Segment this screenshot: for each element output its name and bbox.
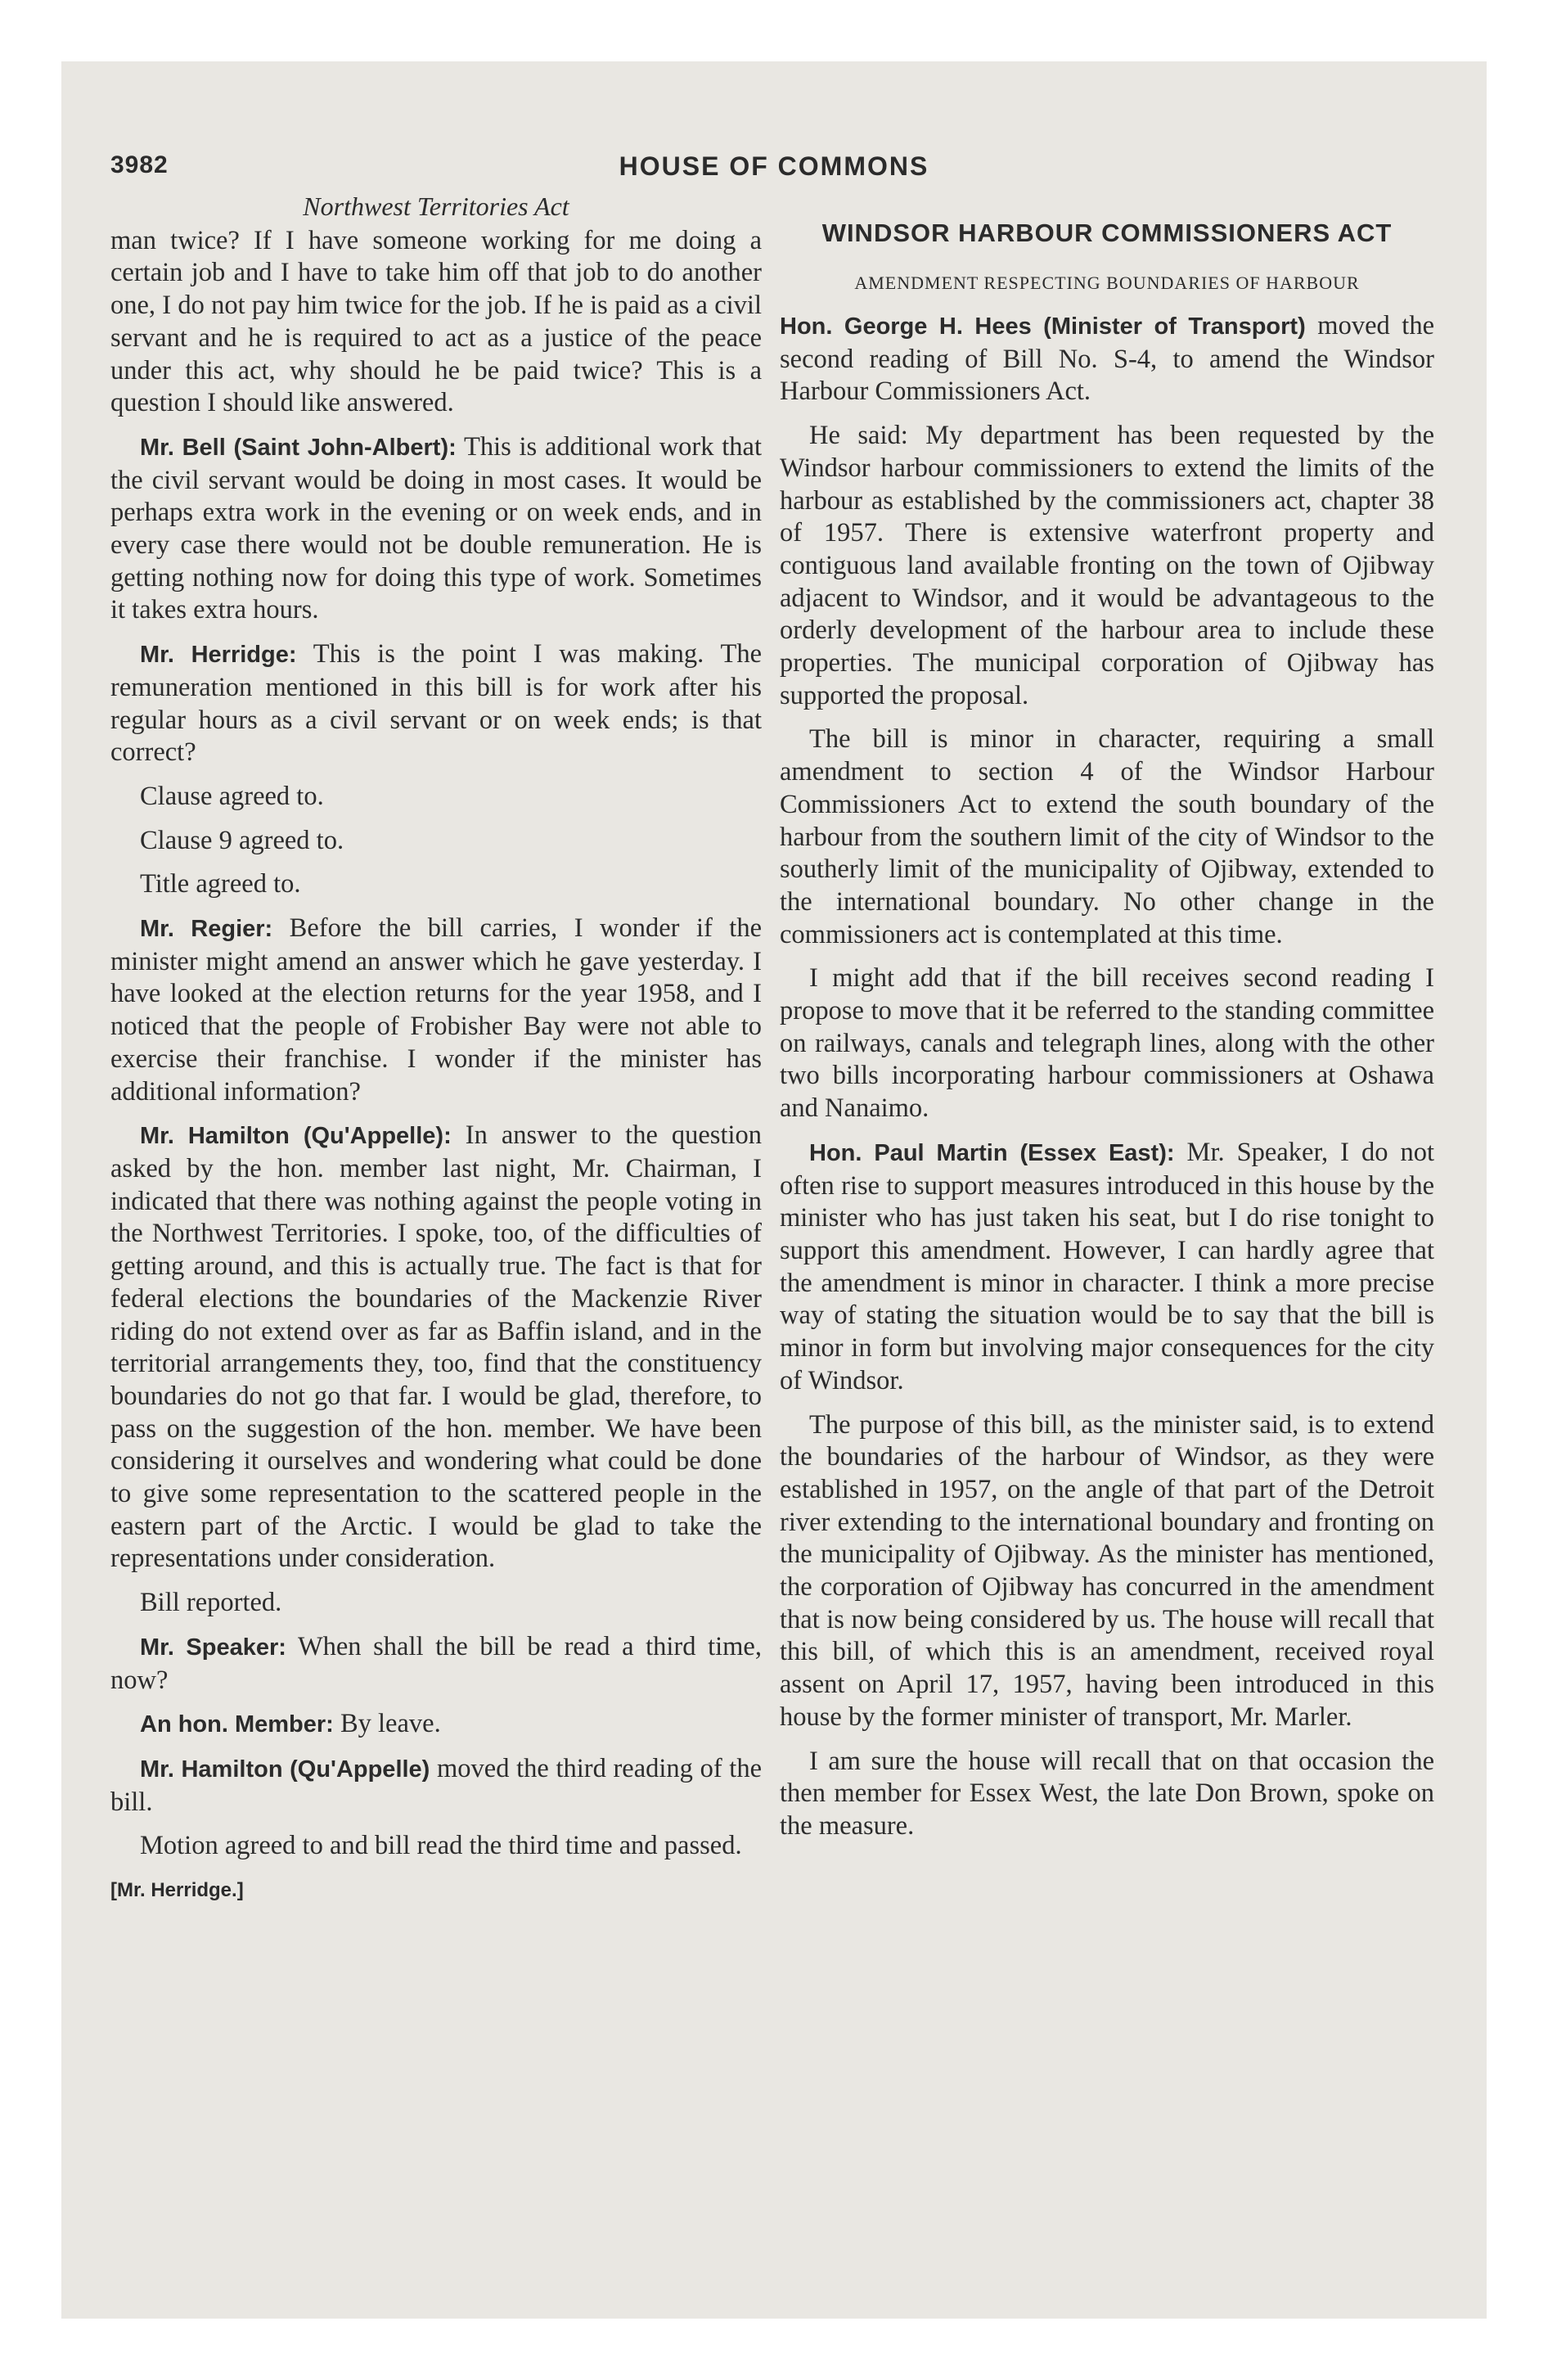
paragraph: The purpose of this bill, as the minister said, is to extend the boundaries of the harbour of Windsor, as they were established in 1957, on the angle of that part of the Detroit river extending to the international boundary and fronting on the municipality of Ojibway. As the minister has mentioned, the corporation of Ojibway has concurred in the amendment that is now being considered by us. The house will recall that this bill, of which this is an amendment, received royal assent on April 17, 1957, having been introduced in this house by the former minister of transport, Mr. Marler. <box>780 1409 1434 1732</box>
paragraph <box>780 1137 1434 1398</box>
subtitle: Northwest Territories Act <box>303 192 569 221</box>
speaker-name: Mr. Speaker: <box>140 1634 286 1661</box>
paragraph-text: When shall the bill be read a third time, now? <box>110 1631 762 1695</box>
paragraph: I might add that if the bill receives second reading I propose to move that it be referred to the standing committee on railways, canals and telegraph lines, along with the other two bills incorporating harbour commissioners at Oshawa and Nanaimo. <box>780 963 1434 1124</box>
paragraph-text: In answer to the question asked by the hon. member last night, Mr. Chairman, I indicated that there was nothing against the people voting in the Northwest Territories. I spoke, too, of the difficulties of getting around, and this is actually true. The fact is that for federal elections the boundaries of the Mackenzie River riding do not extend over as far as Baffin island, and in the territorial arrangements they, too, find that the constituency boundaries do not go that far. I would be glad, therefore, to pass on the suggestion of the hon. member. We have been considering it ourselves and wondering what could be done to give some representation to the scattered people in the eastern part of the Arctic. I would be glad to take the representations under consideration. <box>110 1120 763 1574</box>
paragraph: The bill is minor in character, requiring a small amendment to section 4 of the Windsor Harbour Commissioners Act to extend the south boundary of the harbour from the southern limit of the city of Windsor to the southerly limit of the municipality of Ojibway, extended to the international boundary. No other change in the commissioners act is contemplated at this time. <box>780 724 1434 949</box>
left-column <box>110 191 762 1907</box>
paragraph-text: moved the second reading of Bill No. S-4, to amend the Windsor Harbour Commissioners Act. <box>780 311 1434 407</box>
speaker-name: Mr. Bell (Saint John-Albert): <box>140 434 457 461</box>
paragraph <box>780 310 1434 408</box>
right-column <box>780 191 1434 1855</box>
speaker-name: Hon. George H. Hees (Minister of Transport) <box>780 313 1306 340</box>
paragraph <box>110 431 762 627</box>
paragraph-text: This is additional work that the civil servant would be doing in most cases. It would be perhaps extra work in the evening or on week ends, and in every case there would not be double remuneration. He is getting nothing now for doing this type of work. Sometimes it takes extra hours. <box>110 431 762 625</box>
paragraph <box>110 1753 762 1819</box>
page <box>61 61 1487 2319</box>
running-head: HOUSE OF COMMONS <box>619 151 929 181</box>
paragraph <box>110 225 762 420</box>
speaker-name: Mr. Herridge: <box>140 642 297 669</box>
speaker-name: An hon. Member: <box>140 1711 334 1738</box>
page-number: 3982 <box>110 151 169 178</box>
section-title: WINDSOR HARBOUR COMMISSIONERS ACT <box>821 219 1393 247</box>
bill-reported: Bill reported. <box>140 1588 282 1618</box>
paragraph <box>110 1631 762 1697</box>
paragraph-text: man twice? If I have someone working for me doing a certain job and I have to take him off that job to do another one, I do not pay him twice for the job. If he is paid as a civil servant and he is required to act as a justice of the peace under this act, why should he be paid twice? This is a question I should like answered. <box>110 225 762 418</box>
paragraph-text: Mr. Speaker, I do not often rise to support measures introduced in this house by the minister who has just taken his seat, but I do rise tonight to support this amendment. However, I can hardly agree that the amendment is minor in character. I think a more precise way of stating the situation would be to say that the bill is minor in form but involving major consequences for the city of Windsor. <box>780 1137 1434 1395</box>
clause-9-agreed: Clause 9 agreed to. <box>140 825 344 855</box>
paragraph <box>110 638 762 769</box>
title-agreed: Title agreed to. <box>140 869 301 899</box>
footer-tag: [Mr. Herridge.] <box>110 1879 244 1902</box>
clause-agreed: Clause agreed to. <box>140 781 324 811</box>
speaker-name: Mr. Regier: <box>140 916 273 943</box>
paragraph-text: Before the bill carries, I wonder if the minister might amend an answer which he gave yesterday. I have looked at the election returns for the year 1958, and I noticed that the people of Frobisher Bay were not able to exercise their franchise. I wonder if the minister has additional information? <box>110 913 762 1107</box>
paragraph-text: By leave. <box>333 1709 441 1739</box>
speaker-name: Mr. Hamilton (Qu'Appelle): <box>140 1123 452 1150</box>
paragraph <box>110 913 762 1108</box>
section-subtitle: AMENDMENT RESPECTING BOUNDARIES OF HARBOUR <box>854 273 1360 293</box>
paragraph: He said: My department has been requested by the Windsor harbour commissioners to extend the limits of the harbour as established by the commissioners act, chapter 38 of 1957. There is extensive waterfront property and contiguous land available fronting on the town of Ojibway adjacent to Windsor, and it would be advantageous to the orderly development of the harbour area to include these properties. The municipal corporation of Ojibway has supported the proposal. <box>780 421 1434 710</box>
motion-agreed: Motion agreed to and bill read the third time and passed. <box>140 1831 742 1861</box>
paragraph-text: moved the third reading of the bill. <box>110 1753 762 1817</box>
paragraph <box>110 1120 762 1575</box>
speaker-name: Hon. Paul Martin (Essex East): <box>809 1139 1175 1166</box>
paragraph <box>110 1708 762 1742</box>
speaker-name: Mr. Hamilton (Qu'Appelle) <box>140 1756 430 1783</box>
paragraph-text: This is the point I was making. The remuneration mentioned in this bill is for work after his regular hours as a civil servant or on week ends; is that correct? <box>110 639 762 768</box>
paragraph: I am sure the house will recall that on that occasion the then member for Essex West, the late Don Brown, spoke on the measure. <box>780 1746 1434 1841</box>
